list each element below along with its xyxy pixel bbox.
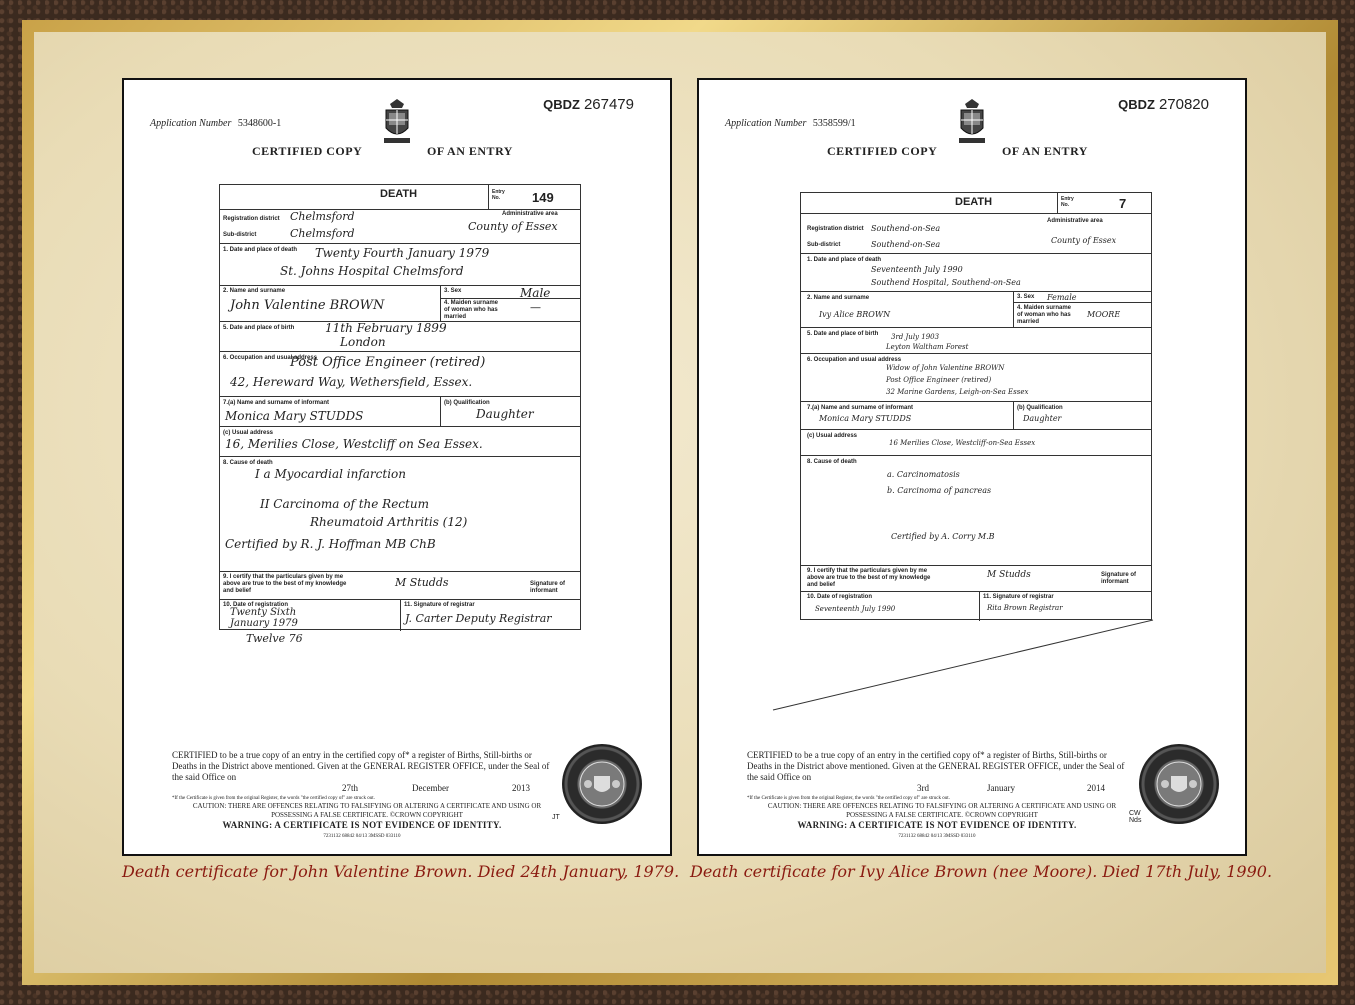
sub-district-label: Sub-district: [223, 232, 257, 238]
certified-copy-title: CERTIFIED COPY: [827, 144, 938, 158]
qualification-label: (b) Qualification: [1017, 405, 1063, 411]
address-value: 42, Hereward Way, Wethersfield, Essex.: [230, 375, 473, 389]
clerk-initials: JT: [552, 814, 560, 821]
occupation-value: Post Office Engineer (retired): [290, 355, 486, 370]
usual-address-row: [801, 429, 1151, 455]
cause-label: 8. Cause of death: [807, 459, 857, 465]
dob-label: 5. Date and place of birth: [807, 331, 879, 337]
occupation-value-2: Post Office Engineer (retired): [886, 376, 992, 384]
informant-value: Monica Mary STUDDS: [819, 414, 912, 423]
caption-ivy-brown: Death certificate for Ivy Alice Brown (nee Moore). Died 17th July, 1990.: [690, 862, 1273, 881]
signature-label: Signature of informant: [1101, 572, 1137, 585]
serial-value: 267479: [583, 96, 634, 113]
qualification-label: (b) Qualification: [444, 400, 490, 406]
registration-row: [220, 599, 580, 631]
reg-district-value: Southend-on-Sea: [871, 224, 941, 233]
registration-divider: [400, 600, 401, 631]
occupation-row: [801, 353, 1151, 401]
death-entry-form: [800, 192, 1152, 620]
certify-label: 9. I certify that the particulars given by me above are true to the best of my knowledge and belief: [807, 568, 931, 588]
form-code: 7231132 68842 04/13 3MSSD 033110: [323, 834, 401, 839]
serial-number: [543, 96, 634, 113]
usual-address-value: 16, Merilies Close, Westcliff on Sea Essex.: [225, 437, 483, 451]
date-place-label: 1. Date and place of death: [807, 257, 882, 263]
of-an-entry-title: OF AN ENTRY: [427, 144, 513, 158]
sig-reg-label: 11. Signature of registrar: [983, 594, 1054, 600]
certified-day: 3rd: [917, 783, 929, 793]
application-label: Application Number: [150, 118, 232, 129]
serial-prefix: QBDZ: [543, 97, 580, 112]
name-sex-row: [801, 291, 1151, 327]
date-reg-value-2: January 1979: [230, 618, 298, 629]
address-value: 32 Marine Gardens, Leigh-on-Sea Essex: [886, 388, 1029, 396]
maiden-label: 4. Maiden surname of woman who has married: [1017, 305, 1072, 325]
dob-label: 5. Date and place of birth: [223, 325, 295, 331]
caution-text: CAUTION: THERE ARE OFFENCES RELATING TO FALSIFYING OR ALTERING A CERTIFICATE AND USING OR POSSESSING A FALSE CERTIFICATE. ©CROWN COPYRIGHT: [192, 802, 542, 819]
cause-of-death-row: [801, 455, 1151, 565]
occupation-label: 6. Occupation and usual address: [223, 355, 318, 361]
cause-of-death-row: [220, 456, 580, 571]
entry-number: 7: [1119, 196, 1127, 211]
pob-value: London: [340, 335, 386, 349]
district-row: [220, 209, 580, 243]
occupation-row: [220, 351, 580, 396]
usual-address-row: [220, 426, 580, 456]
sub-district-label: Sub-district: [807, 242, 841, 248]
dob-value: 3rd July 1903: [891, 333, 940, 341]
birth-row: [801, 327, 1151, 353]
cause-4-value: Certified by R. J. Hoffman MB ChB: [225, 537, 436, 551]
pob-value: Leyton Waltham Forest: [886, 343, 969, 351]
certified-copy-title: CERTIFIED COPY: [252, 144, 363, 158]
place-death-value: St. Johns Hospital Chelmsford: [280, 264, 464, 278]
entry-divider: [488, 185, 489, 209]
sex-value: Female: [1047, 293, 1077, 302]
general-register-office-seal-icon: [1139, 744, 1219, 824]
application-value: 5348600-1: [237, 118, 282, 129]
name-value: Ivy Alice BROWN: [819, 310, 891, 319]
signature-label: Signature of informant: [530, 581, 566, 594]
warning-text: WARNING: A CERTIFICATE IS NOT EVIDENCE OF IDENTITY.: [222, 820, 502, 830]
usual-address-label: (c) Usual address: [807, 433, 858, 439]
void-strike-line: [769, 616, 1159, 716]
date-reg-label: 10. Date of registration: [807, 594, 873, 600]
usual-address-label: (c) Usual address: [223, 430, 274, 436]
maiden-row: [1013, 302, 1151, 325]
date-place-label: 1. Date and place of death: [223, 247, 298, 253]
certified-year: 2014: [1087, 783, 1105, 793]
birth-row: [220, 321, 580, 351]
reg-district-value: Chelmsford: [290, 210, 355, 223]
date-death-value: Twenty Fourth January 1979: [315, 246, 490, 260]
cause-1-value: a. Carcinomatosis: [887, 470, 960, 479]
informant-signature: M Studds: [395, 576, 449, 589]
date-place-death-row: [220, 243, 580, 285]
dob-value: 11th February 1899: [325, 321, 447, 335]
clerk-initials: CW Nds: [1129, 810, 1142, 824]
certified-date: [747, 783, 1127, 795]
certified-day: 27th: [342, 783, 359, 793]
death-certificate-ivy-brown: [697, 78, 1247, 856]
royal-coat-of-arms-icon: [955, 98, 989, 146]
occupation-value-1: Widow of John Valentine BROWN: [886, 364, 1005, 372]
cause-2-value: II Carcinoma of the Rectum: [260, 497, 429, 511]
informant-divider: [440, 397, 441, 426]
qualification-value: Daughter: [476, 407, 534, 421]
place-death-value: Southend Hospital, Southend-on-Sea: [871, 278, 1021, 287]
registrar-value: Rita Brown Registrar: [987, 604, 1063, 612]
registrar-value: J. Carter Deputy Registrar: [405, 612, 552, 625]
certify-label: 9. I certify that the particulars given by me above are true to the best of my knowledge and belief: [223, 574, 347, 594]
parchment-background: [34, 32, 1326, 973]
name-label: 2. Name and surname: [807, 295, 870, 301]
caution-text: CAUTION: THERE ARE OFFENCES RELATING TO FALSIFYING OR ALTERING A CERTIFICATE AND USING OR POSSESSING A FALSE CERTIFICATE. ©CROWN COPYRIGHT: [767, 802, 1117, 819]
maiden-value: MOORE: [1087, 310, 1121, 319]
certified-text: CERTIFIED to be a true copy of an entry in the certified copy of* a register of Births, Still-births or Deaths in the District above mentioned. Given at the GENERAL REGISTER OFFICE, under the Seal of the said Office on: [747, 750, 1125, 782]
entry-divider: [1057, 193, 1058, 213]
entry-label: Entry No.: [492, 189, 505, 201]
application-number: [150, 118, 281, 129]
date-death-value: Seventeenth July 1990: [871, 265, 963, 274]
date-place-death-row: [801, 253, 1151, 291]
certified-text: CERTIFIED to be a true copy of an entry in the certified copy of* a register of Births, Still-births or Deaths in the District above mentioned. Given at the GENERAL REGISTER OFFICE, under the Seal of the said Office on: [172, 750, 550, 782]
admin-area-label: Administrative area: [502, 211, 558, 217]
informant-divider: [1013, 402, 1014, 429]
date-reg-value-3: Twelve 76: [246, 632, 303, 645]
reg-district-label: Registration district: [807, 226, 864, 232]
informant-row: [220, 396, 580, 426]
district-row: [801, 213, 1151, 253]
reg-district-label: Registration district: [223, 216, 280, 222]
usual-address-value: 16 Merilies Close, Westcliff-on-Sea Essex: [889, 439, 1036, 447]
death-entry-form: [219, 184, 581, 630]
death-heading: DEATH: [380, 188, 418, 200]
caption-john-brown: Death certificate for John Valentine Brown. Died 24th January, 1979.: [122, 862, 680, 881]
occupation-label: 6. Occupation and usual address: [807, 357, 902, 363]
strikeout-note: *If the Certificate is given from the original Register, the words "the certified copy of" are struck out.: [172, 796, 375, 801]
serial-prefix: QBDZ: [1118, 97, 1155, 112]
certify-row: [220, 571, 580, 599]
informant-signature: M Studds: [987, 570, 1031, 580]
certified-year: 2013: [512, 783, 530, 793]
cause-3-value: Certified by A. Corry M.B: [891, 532, 995, 541]
name-label: 2. Name and surname: [223, 288, 286, 294]
date-reg-label: 10. Date of registration: [223, 602, 289, 608]
cause-1-value: I a Myocardial infarction: [255, 467, 406, 481]
entry-number: 149: [532, 190, 554, 205]
name-divider: [440, 286, 441, 321]
maiden-row: [440, 298, 580, 320]
cause-label: 8. Cause of death: [223, 460, 273, 466]
maiden-label: 4. Maiden surname of woman who has married: [444, 300, 499, 320]
serial-number: [1118, 96, 1209, 113]
application-label: Application Number: [725, 118, 807, 129]
application-value: 5358599/1: [812, 118, 856, 129]
death-certificate-john-brown: [122, 78, 672, 856]
informant-value: Monica Mary STUDDS: [225, 409, 364, 423]
warning-text: WARNING: A CERTIFICATE IS NOT EVIDENCE OF IDENTITY.: [797, 820, 1077, 830]
sex-value: Male: [520, 286, 551, 300]
date-reg-value: Seventeenth July 1990: [815, 605, 896, 613]
name-sex-row: [220, 285, 580, 321]
of-an-entry-title: OF AN ENTRY: [1002, 144, 1088, 158]
certify-row: [801, 565, 1151, 591]
sub-district-value: Chelmsford: [290, 227, 355, 240]
informant-row: [801, 401, 1151, 429]
informant-label: 7.(a) Name and surname of informant: [807, 405, 914, 411]
death-heading: DEATH: [955, 196, 993, 208]
informant-label: 7.(a) Name and surname of informant: [223, 400, 330, 406]
certified-month: January: [987, 783, 1015, 793]
admin-area-value: County of Essex: [1051, 236, 1117, 245]
certificate-footer: [747, 750, 1127, 842]
name-divider: [1013, 292, 1014, 327]
cause-3-value: Rheumatoid Arthritis (12): [310, 515, 468, 529]
cause-2-value: b. Carcinoma of pancreas: [887, 486, 992, 495]
serial-value: 270820: [1158, 96, 1209, 113]
admin-area-value: County of Essex: [468, 220, 558, 233]
sex-label: 3. Sex: [1017, 294, 1035, 300]
general-register-office-seal-icon: [562, 744, 642, 824]
maiden-value: —: [530, 301, 541, 314]
application-number: [725, 118, 856, 129]
sub-district-value: Southend-on-Sea: [871, 240, 941, 249]
name-value: John Valentine BROWN: [230, 298, 385, 313]
entry-label: Entry No.: [1061, 196, 1074, 208]
royal-coat-of-arms-icon: [380, 98, 414, 146]
certificate-footer: [172, 750, 552, 842]
admin-area-label: Administrative area: [1047, 218, 1103, 224]
gold-frame: [22, 20, 1338, 985]
sig-reg-label: 11. Signature of registrar: [404, 602, 475, 608]
strikeout-note: *If the Certificate is given from the original Register, the words "the certified copy of" are struck out.: [747, 796, 950, 801]
form-code: 7231132 68842 04/13 3MSSD 033110: [898, 834, 976, 839]
qualification-value: Daughter: [1023, 414, 1062, 423]
certified-month: December: [412, 783, 449, 793]
certified-date: [172, 783, 552, 795]
date-reg-value-1: Twenty Sixth: [230, 607, 297, 618]
sex-label: 3. Sex: [444, 288, 462, 294]
